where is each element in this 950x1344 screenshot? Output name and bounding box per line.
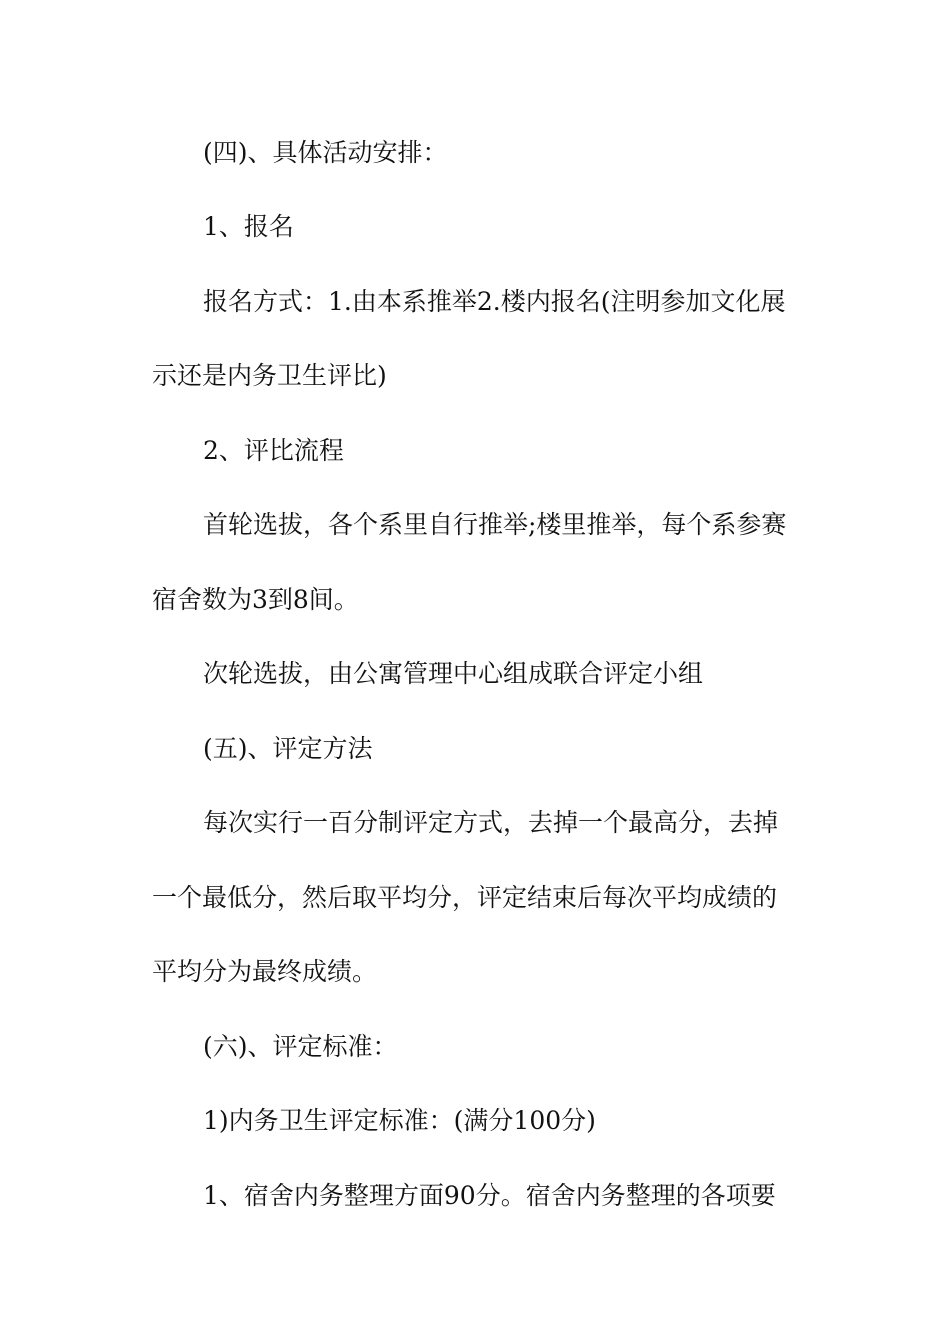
item-registration: 1、报名 [203, 212, 294, 241]
subheading-hygiene-standards: 1)内务卫生评定标准：(满分100分) [203, 1106, 596, 1135]
section-heading-evaluation-standards: (六)、评定标准： [203, 1032, 398, 1061]
paragraph-second-round: 次轮选拔，由公寓管理中心组成联合评定小组 [203, 659, 704, 688]
section-heading-evaluation-method: (五)、评定方法 [203, 734, 373, 763]
item-evaluation-process: 2、评比流程 [203, 436, 344, 465]
paragraph-scoring: 每次实行一百分制评定方式，去掉一个最高分，去掉 [203, 808, 779, 837]
paragraph-first-round: 首轮选拔，各个系里自行推举;楼里推举，每个系参赛 [203, 510, 787, 539]
paragraph-first-round-continued: 宿舍数为3到8间。 [152, 585, 359, 614]
paragraph-registration-method-continued: 示还是内务卫生评比) [152, 361, 387, 390]
section-heading-activity-arrangement: (四)、具体活动安排： [203, 138, 448, 167]
paragraph-scoring-continued-2: 平均分为最终成绩。 [152, 957, 378, 986]
paragraph-registration-method: 报名方式：1.由本系推举2.楼内报名(注明参加文化展 [203, 287, 786, 316]
paragraph-dorm-tidiness: 1、宿舍内务整理方面90分。宿舍内务整理的各项要 [203, 1181, 776, 1210]
paragraph-scoring-continued-1: 一个最低分，然后取平均分，评定结束后每次平均成绩的 [152, 883, 778, 912]
